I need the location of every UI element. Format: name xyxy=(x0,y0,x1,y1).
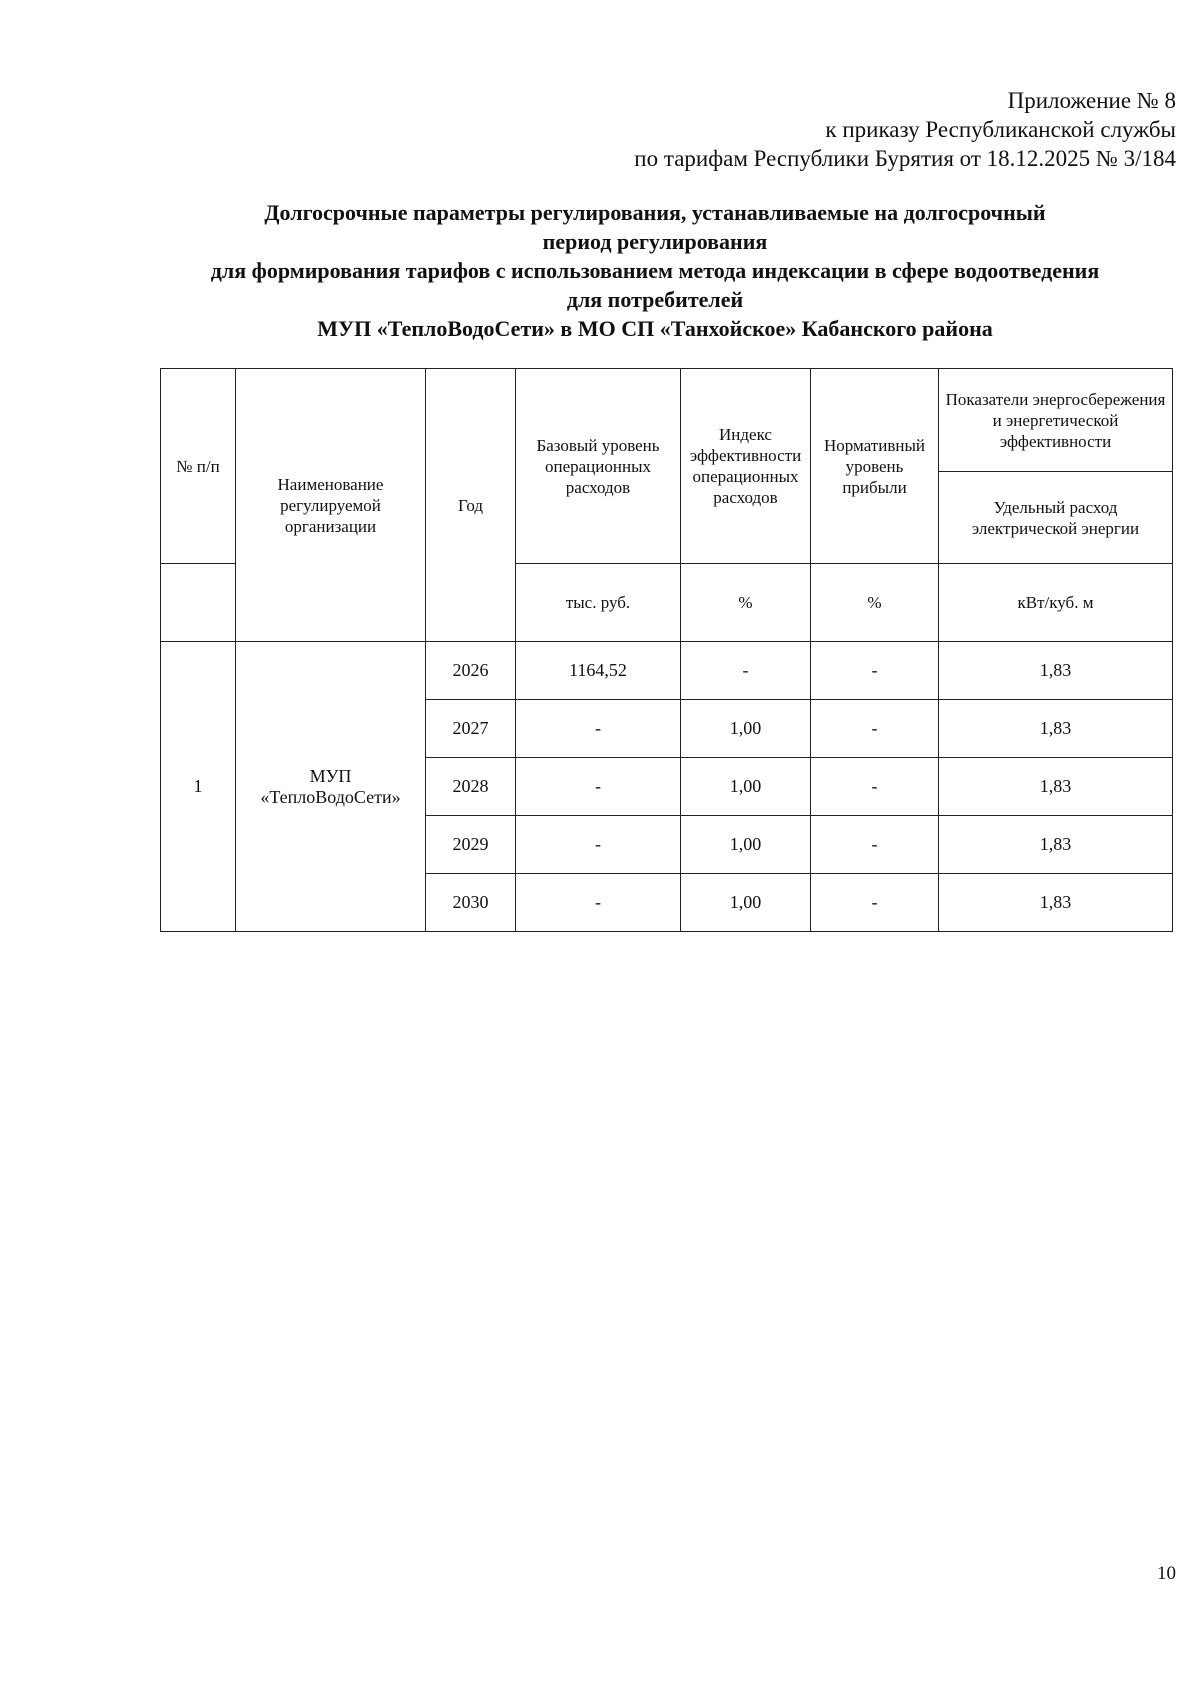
header-number: № п/п xyxy=(161,369,236,564)
document-title xyxy=(140,198,1170,343)
cell-efficiency-index: 1,00 xyxy=(681,700,811,758)
cell-energy: 1,83 xyxy=(939,642,1173,700)
row-number: 1 xyxy=(161,642,236,932)
cell-base-costs: 1164,52 xyxy=(516,642,681,700)
cell-profit-level: - xyxy=(811,874,939,932)
appendix-order-date: по тарифам Республики Бурятия от 18.12.2025 № 3/184 xyxy=(634,146,1176,171)
cell-energy: 1,83 xyxy=(939,874,1173,932)
cell-base-costs: - xyxy=(516,758,681,816)
cell-energy: 1,83 xyxy=(939,816,1173,874)
appendix-order-ref: к приказу Республиканской службы xyxy=(825,117,1176,142)
cell-profit-level: - xyxy=(811,758,939,816)
unit-energy: кВт/куб. м xyxy=(939,564,1173,642)
title-line-4: для потребителей xyxy=(566,287,744,312)
unit-efficiency-index: % xyxy=(681,564,811,642)
cell-base-costs: - xyxy=(516,874,681,932)
page-number: 10 xyxy=(1157,1563,1176,1584)
title-line-1: Долгосрочные параметры регулирования, устанавливаемые на долгосрочный xyxy=(264,200,1046,225)
unit-profit-level: % xyxy=(811,564,939,642)
table-row xyxy=(161,642,1173,700)
cell-energy: 1,83 xyxy=(939,700,1173,758)
cell-efficiency-index: 1,00 xyxy=(681,816,811,874)
header-number-spacer xyxy=(161,564,236,642)
appendix-reference xyxy=(634,86,1176,173)
header-organization: Наименование регулируемой организации xyxy=(236,369,426,642)
header-base-costs: Базовый уровень операционных расходов xyxy=(516,369,681,564)
header-year: Год xyxy=(426,369,516,642)
title-line-2: период регулирования xyxy=(542,229,768,254)
cell-year: 2030 xyxy=(426,874,516,932)
appendix-number: Приложение № 8 xyxy=(1007,88,1176,113)
cell-profit-level: - xyxy=(811,700,939,758)
cell-base-costs: - xyxy=(516,700,681,758)
cell-profit-level: - xyxy=(811,642,939,700)
cell-efficiency-index: 1,00 xyxy=(681,758,811,816)
header-efficiency-index: Индекс эффективности операционных расходов xyxy=(681,369,811,564)
header-profit-level: Нормативный уровень прибыли xyxy=(811,369,939,564)
cell-efficiency-index: - xyxy=(681,642,811,700)
title-line-3: для формирования тарифов с использованием метода индексации в сфере водоотведения xyxy=(210,258,1100,283)
unit-base-costs: тыс. руб. xyxy=(516,564,681,642)
cell-year: 2027 xyxy=(426,700,516,758)
header-energy-group: Показатели энергосбережения и энергетической эффективности xyxy=(939,369,1173,472)
cell-profit-level: - xyxy=(811,816,939,874)
regulation-parameters-table xyxy=(160,368,1173,932)
header-energy-consumption: Удельный расход электрической энергии xyxy=(939,472,1173,564)
cell-base-costs: - xyxy=(516,816,681,874)
cell-year: 2026 xyxy=(426,642,516,700)
cell-year: 2029 xyxy=(426,816,516,874)
organization-name: МУП «ТеплоВодоСети» xyxy=(236,642,426,932)
cell-year: 2028 xyxy=(426,758,516,816)
cell-energy: 1,83 xyxy=(939,758,1173,816)
title-line-5: МУП «ТеплоВодоСети» в МО СП «Танхойское» Кабанского района xyxy=(317,316,993,341)
cell-efficiency-index: 1,00 xyxy=(681,874,811,932)
